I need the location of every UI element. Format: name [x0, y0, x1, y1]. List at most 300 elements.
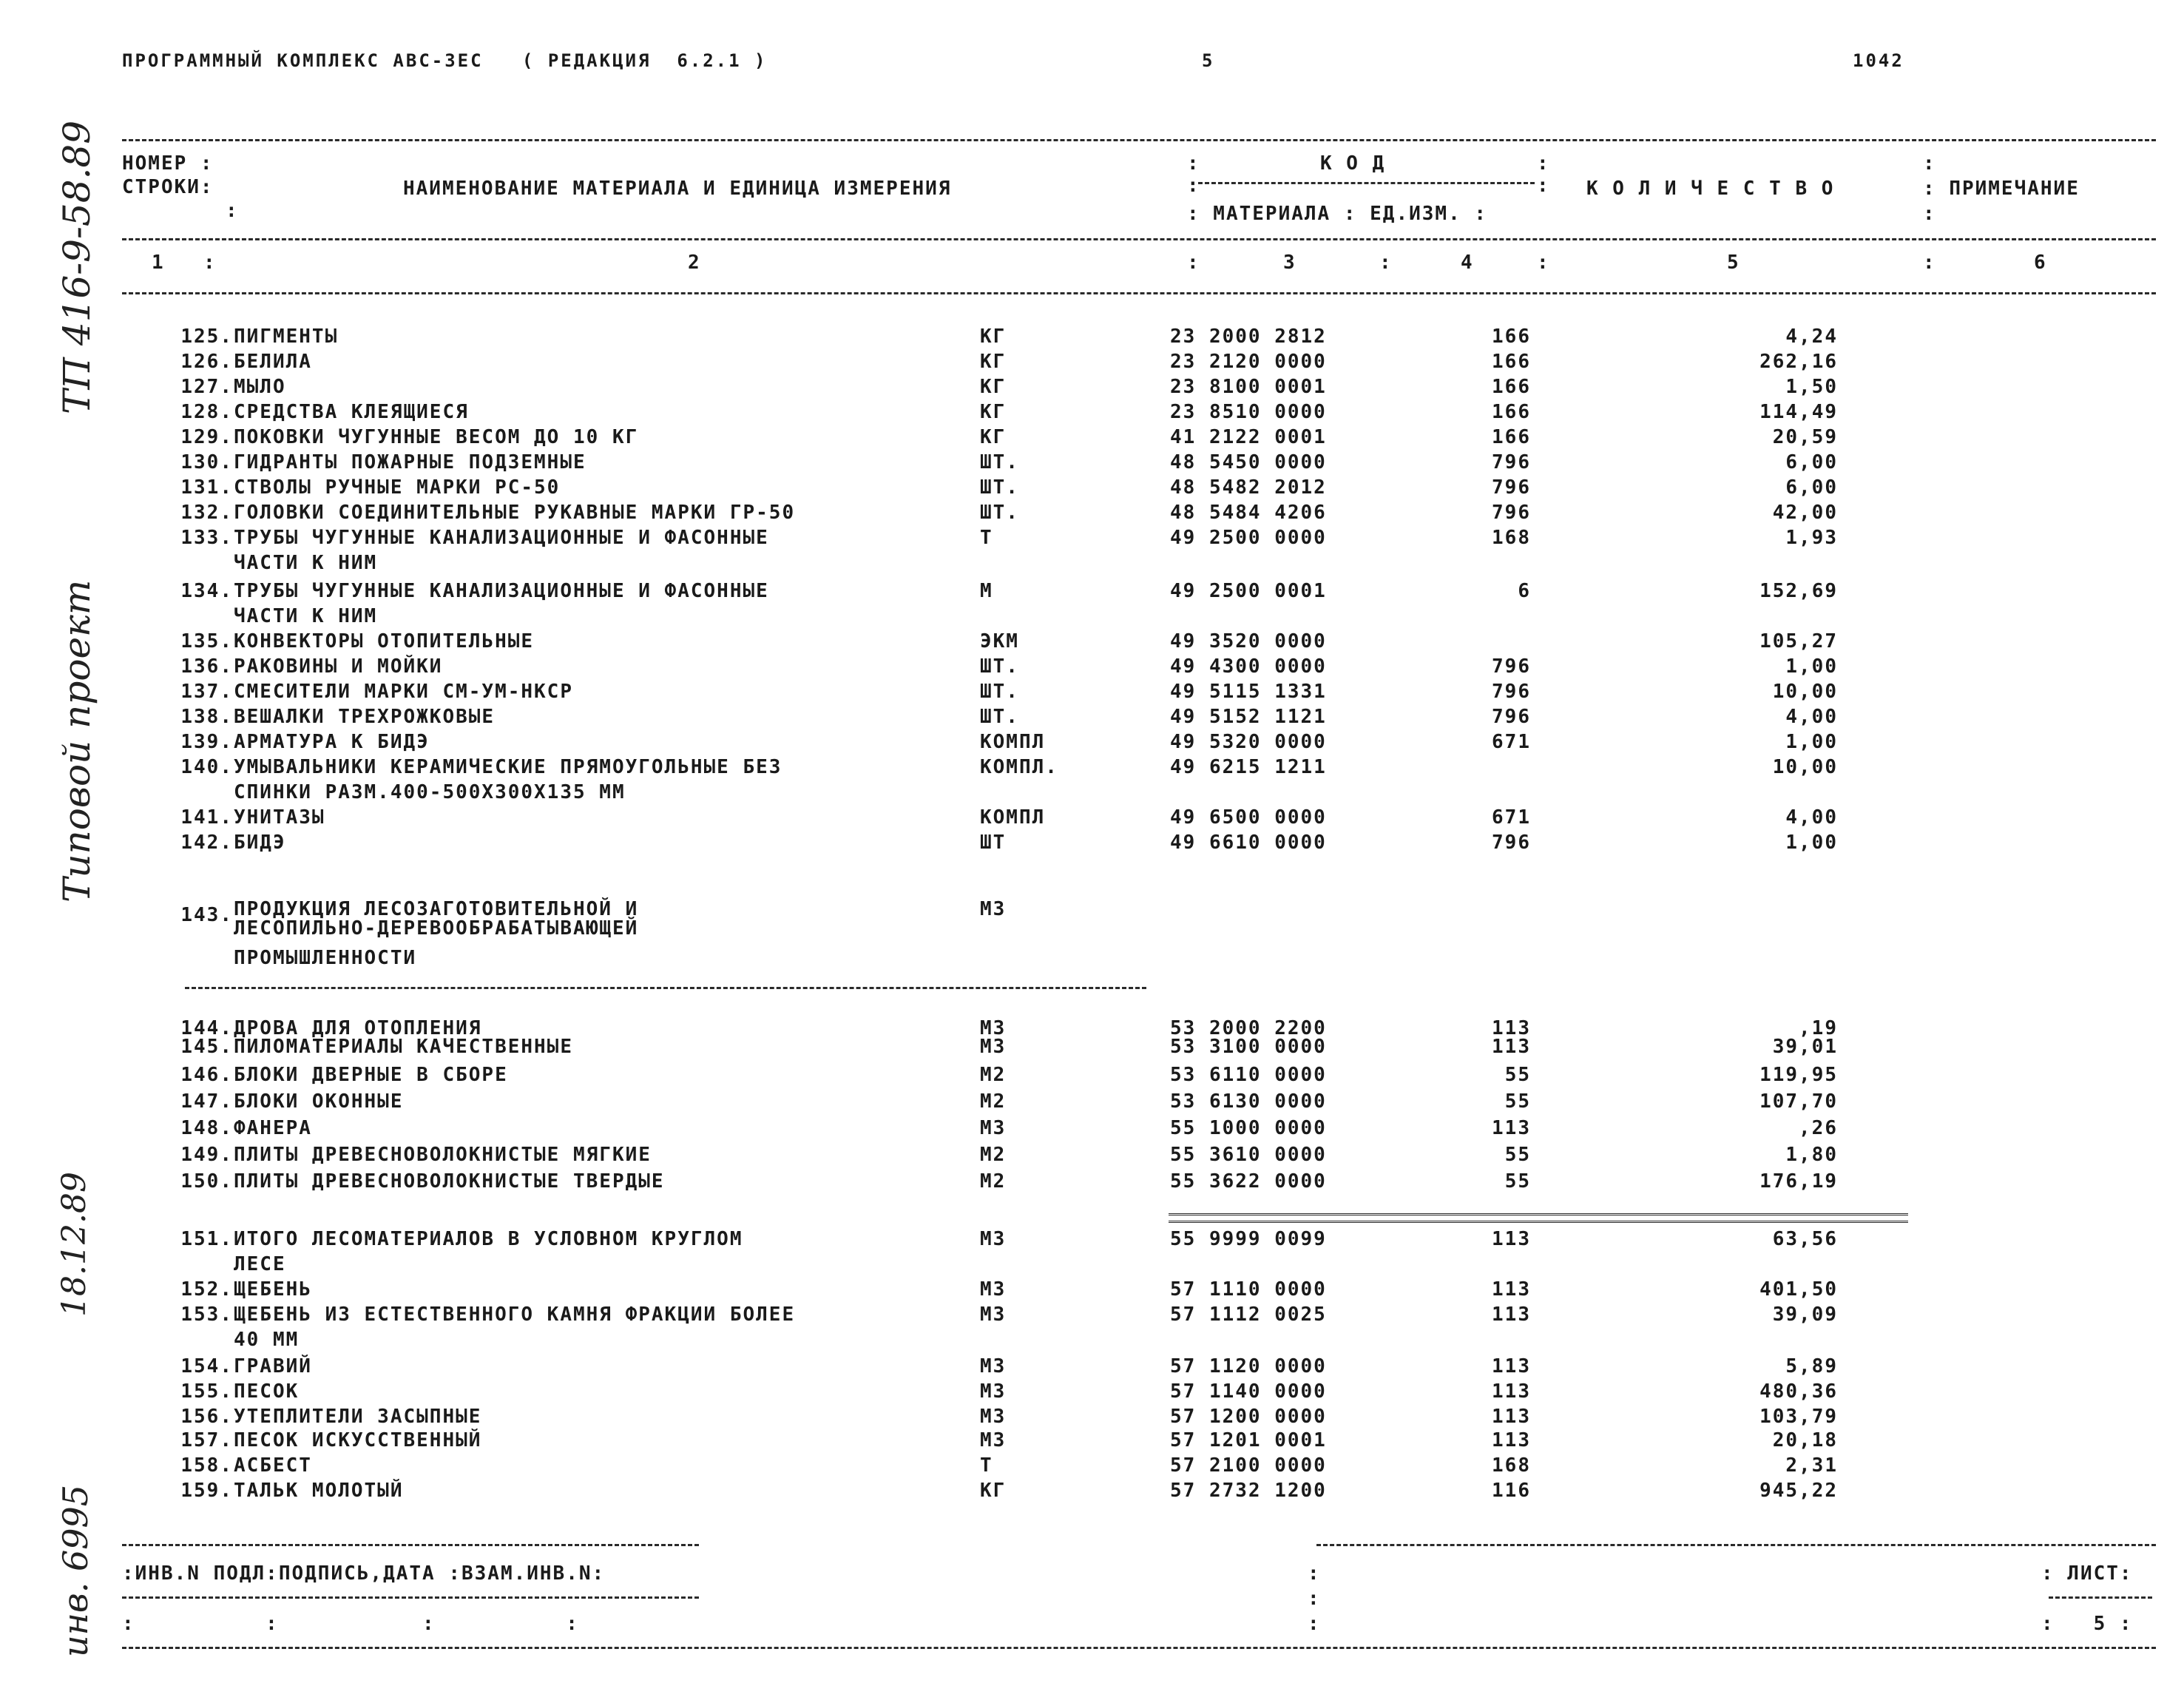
- row-number: 138.: [180, 706, 233, 728]
- material-name: ГИДРАНТЫ ПОЖАРНЫЕ ПОДЗЕМНЫЕ: [234, 451, 586, 473]
- unit: КОМПЛ: [980, 806, 1046, 829]
- material-name: ТРУБЫ ЧУГУННЫЕ КАНАЛИЗАЦИОННЫЕ И ФАСОННЫЕ: [234, 527, 769, 549]
- material-code: 48 5482 2012: [1170, 476, 1327, 499]
- row-number: 131.: [180, 476, 233, 499]
- header-rule-mid: [122, 238, 2156, 240]
- unit-code: 55: [1504, 1170, 1531, 1193]
- material-code: 48 5450 0000: [1170, 451, 1327, 473]
- material-name: ЩЕБЕНЬ: [234, 1278, 312, 1301]
- material-code: 57 1140 0000: [1170, 1380, 1327, 1403]
- material-name: ГОЛОВКИ СОЕДИНИТЕЛЬНЫЕ РУКАВНЫЕ МАРКИ ГР-50: [234, 502, 796, 524]
- unit-code: 113: [1492, 1380, 1531, 1403]
- sheet-number: : 5 :: [2041, 1613, 2133, 1635]
- material-code: 55 9999 0099: [1170, 1228, 1327, 1250]
- quantity: 4,24: [1785, 326, 1838, 348]
- material-code: 49 6500 0000: [1170, 806, 1327, 829]
- quantity: 1,50: [1785, 376, 1838, 398]
- table-row: [0, 580, 2184, 605]
- material-name: СМЕСИТЕЛИ МАРКИ СМ-УМ-НКСР: [234, 681, 573, 703]
- table-row: [0, 376, 2184, 401]
- kod-colon-l: :: [1187, 152, 1200, 175]
- material-name: ТРУБЫ ЧУГУННЫЕ КАНАЛИЗАЦИОННЫЕ И ФАСОННЫЕ: [234, 580, 769, 602]
- stamp-rule-top: [122, 1544, 699, 1546]
- table-row: [0, 351, 2184, 376]
- unit-code: 796: [1492, 451, 1531, 473]
- table-row: [0, 1253, 2184, 1278]
- table-row: [0, 426, 2184, 451]
- material-name: ДРОВА ДЛЯ ОТОПЛЕНИЯ: [234, 1017, 482, 1039]
- stamp-labels: :ИНВ.N ПОДЛ:ПОДПИСЬ,ДАТА :ВЗАМ.ИНВ.N:: [122, 1562, 606, 1585]
- quantity: 176,19: [1759, 1170, 1838, 1193]
- table-row: [0, 527, 2184, 552]
- footer-colon-3: :: [1308, 1613, 1321, 1635]
- material-code: 23 8100 0001: [1170, 376, 1327, 398]
- unit-code: 796: [1492, 681, 1531, 703]
- colnum-sep1: :: [203, 252, 217, 274]
- table-row: [0, 1228, 2184, 1253]
- material-code: 23 2120 0000: [1170, 351, 1327, 373]
- colnum-sep4: :: [1537, 252, 1550, 274]
- group-143-line3: ПРОМЫШЛЕННОСТИ: [234, 947, 417, 969]
- kod-colon-l2: :: [1187, 175, 1200, 197]
- group-143-num: 143.: [180, 904, 233, 926]
- margin-note-project-number: ТП 416-9-58.89: [55, 120, 98, 414]
- material-name: СПИНКИ РАЗМ.400-500Х300Х135 ММ: [234, 781, 626, 803]
- material-code: 57 1110 0000: [1170, 1278, 1327, 1301]
- row-number: 155.: [180, 1380, 233, 1403]
- row-number: 136.: [180, 655, 233, 678]
- unit-code: 113: [1492, 1228, 1531, 1250]
- qty-header: К О Л И Ч Е С Т В О: [1586, 178, 1835, 200]
- quantity: 1,93: [1785, 527, 1838, 549]
- material-name: УМЫВАЛЬНИКИ КЕРАМИЧЕСКИЕ ПРЯМОУГОЛЬНЫЕ БЕЗ: [234, 756, 782, 778]
- material-name: БЛОКИ ОКОННЫЕ: [234, 1090, 404, 1113]
- row-number: 141.: [180, 806, 233, 829]
- unit-code: 113: [1492, 1406, 1531, 1428]
- material-code: 23 2000 2812: [1170, 326, 1327, 348]
- material-name: ПЕСОК ИСКУССТВЕННЫЙ: [234, 1429, 482, 1451]
- unit-code: 55: [1504, 1144, 1531, 1166]
- group-143-rule: [185, 987, 1146, 989]
- footer-rule-top-right: [1316, 1544, 2156, 1546]
- unit: ШТ.: [980, 706, 1019, 728]
- margin-note-date: 18.12.89: [55, 1172, 93, 1317]
- quantity: 20,59: [1772, 426, 1838, 448]
- row-number: 147.: [180, 1090, 233, 1113]
- unit: ЭКМ: [980, 630, 1019, 652]
- table-row: [0, 1406, 2184, 1431]
- quantity: ,26: [1799, 1117, 1838, 1139]
- table-row: [0, 706, 2184, 731]
- sheet-label: : ЛИСТ:: [2041, 1562, 2133, 1585]
- kod-sub-rule: [1198, 182, 1535, 184]
- material-code: 49 6215 1211: [1170, 756, 1327, 778]
- colnum-1: 1: [152, 252, 165, 274]
- material-code: 48 5484 4206: [1170, 502, 1327, 524]
- unit-code: 166: [1492, 351, 1531, 373]
- table-row: [0, 1380, 2184, 1406]
- material-name: СРЕДСТВА КЛЕЯЩИЕСЯ: [234, 401, 469, 423]
- material-code: 41 2122 0001: [1170, 426, 1327, 448]
- table-row: [0, 1117, 2184, 1142]
- material-name: РАКОВИНЫ И МОЙКИ: [234, 655, 443, 678]
- stamp-rule-mid: [122, 1596, 699, 1599]
- material-code: 49 2500 0000: [1170, 527, 1327, 549]
- row-number: 157.: [180, 1429, 233, 1451]
- unit-code: 166: [1492, 376, 1531, 398]
- material-code: 57 2100 0000: [1170, 1454, 1327, 1477]
- unit: М: [980, 580, 993, 602]
- material-name: БИДЭ: [234, 832, 286, 854]
- row-number: 146.: [180, 1064, 233, 1086]
- page-number: 5: [1202, 50, 1215, 71]
- material-name: КОНВЕКТОРЫ ОТОПИТЕЛЬНЫЕ: [234, 630, 535, 652]
- material-code: 57 1112 0025: [1170, 1304, 1327, 1326]
- material-name: БЛОКИ ДВЕРНЫЕ В СБОРЕ: [234, 1064, 508, 1086]
- quantity: 105,27: [1759, 630, 1838, 652]
- row-number: 127.: [180, 376, 233, 398]
- unit-code: 113: [1492, 1036, 1531, 1058]
- footer-rule-bottom: [122, 1647, 2156, 1649]
- row-number: 128.: [180, 401, 233, 423]
- row-number: 133.: [180, 527, 233, 549]
- material-name: ПОКОВКИ ЧУГУННЫЕ ВЕСОМ ДО 10 КГ: [234, 426, 639, 448]
- material-code: 49 5320 0000: [1170, 731, 1327, 753]
- table-row: [0, 781, 2184, 806]
- table-row: [0, 1144, 2184, 1169]
- table-row: [0, 605, 2184, 630]
- quantity: 39,09: [1772, 1304, 1838, 1326]
- colnum-3: 3: [1283, 252, 1296, 274]
- col1-header-line2: СТРОКИ:: [122, 176, 214, 198]
- unit-code: 113: [1492, 1304, 1531, 1326]
- unit: КГ: [980, 1480, 1007, 1502]
- row-number: 135.: [180, 630, 233, 652]
- row-number: 158.: [180, 1454, 233, 1477]
- quantity: 103,79: [1759, 1406, 1838, 1428]
- material-name: ПИЛОМАТЕРИАЛЫ КАЧЕСТВЕННЫЕ: [234, 1036, 573, 1058]
- unit-code: 113: [1492, 1429, 1531, 1451]
- unit: М3: [980, 1017, 1007, 1039]
- table-row: [0, 1090, 2184, 1116]
- note-colon-3: :: [1923, 203, 1936, 225]
- unit: КГ: [980, 326, 1007, 348]
- material-code: 49 2500 0001: [1170, 580, 1327, 602]
- quantity: 20,18: [1772, 1429, 1838, 1451]
- unit: КГ: [980, 376, 1007, 398]
- unit-code: 796: [1492, 706, 1531, 728]
- table-row: [0, 1329, 2184, 1354]
- unit: М2: [980, 1090, 1007, 1113]
- col2-header: НАИМЕНОВАНИЕ МАТЕРИАЛА И ЕДИНИЦА ИЗМЕРЕНИЯ: [403, 178, 952, 200]
- quantity: 5,89: [1785, 1355, 1838, 1377]
- unit-code: 671: [1492, 731, 1531, 753]
- unit: ШТ.: [980, 655, 1019, 678]
- material-name: МЫЛО: [234, 376, 286, 398]
- unit-code: 168: [1492, 1454, 1531, 1477]
- row-number: 152.: [180, 1278, 233, 1301]
- material-name: ЧАСТИ К НИМ: [234, 552, 378, 574]
- row-number: 145.: [180, 1036, 233, 1058]
- unit-code: 671: [1492, 806, 1531, 829]
- row-number: 144.: [180, 1017, 233, 1039]
- table-row: [0, 401, 2184, 426]
- table-row: [0, 1454, 2184, 1480]
- table-row: [0, 806, 2184, 832]
- material-name: БЕЛИЛА: [234, 351, 312, 373]
- unit: КОМПЛ.: [980, 756, 1058, 778]
- margin-note-typical-project: Типовой проект: [55, 579, 98, 903]
- unit-code: 113: [1492, 1017, 1531, 1039]
- table-row: [0, 1064, 2184, 1089]
- unit: ШТ: [980, 832, 1007, 854]
- kod-colon-r: :: [1537, 152, 1550, 175]
- table-row: [0, 832, 2184, 857]
- document-code: 1042: [1853, 50, 1904, 71]
- quantity: 107,70: [1759, 1090, 1838, 1113]
- material-code: 49 3520 0000: [1170, 630, 1327, 652]
- quantity: 401,50: [1759, 1278, 1838, 1301]
- table-row: [0, 630, 2184, 655]
- table-row: [0, 476, 2184, 502]
- quantity: 119,95: [1759, 1064, 1838, 1086]
- row-number: 151.: [180, 1228, 233, 1250]
- unit-code: 55: [1504, 1064, 1531, 1086]
- row-number: 137.: [180, 681, 233, 703]
- quantity: 262,16: [1759, 351, 1838, 373]
- total-double-rule-2: [1169, 1221, 1908, 1223]
- unit: М2: [980, 1064, 1007, 1086]
- quantity: 1,00: [1785, 832, 1838, 854]
- row-number: 130.: [180, 451, 233, 473]
- note-colon-1: :: [1923, 152, 1936, 175]
- quantity: 10,00: [1772, 756, 1838, 778]
- row-number: 149.: [180, 1144, 233, 1166]
- unit-code: 55: [1504, 1090, 1531, 1113]
- program-header: ПРОГРАММНЫЙ КОМПЛЕКС АВС-3ЕС ( РЕДАКЦИЯ 6.2.1 ): [122, 50, 768, 71]
- quantity: 1,00: [1785, 731, 1838, 753]
- row-number: 142.: [180, 832, 233, 854]
- quantity: 6,00: [1785, 476, 1838, 499]
- colnum-sep2: :: [1187, 252, 1200, 274]
- material-name: 40 ММ: [234, 1329, 300, 1351]
- material-code: 49 5115 1331: [1170, 681, 1327, 703]
- material-name: ГРАВИЙ: [234, 1355, 312, 1377]
- row-number: 132.: [180, 502, 233, 524]
- table-row: [0, 681, 2184, 706]
- total-double-rule-1: [1169, 1213, 1908, 1215]
- table-row: [0, 451, 2184, 476]
- quantity: 6,00: [1785, 451, 1838, 473]
- material-code: 53 2000 2200: [1170, 1017, 1327, 1039]
- unit: ШТ.: [980, 502, 1019, 524]
- colnum-6: 6: [2034, 252, 2047, 274]
- table-row: [0, 756, 2184, 781]
- quantity: ,19: [1799, 1017, 1838, 1039]
- material-name: АРМАТУРА К БИДЭ: [234, 731, 430, 753]
- material-code: 49 5152 1121: [1170, 706, 1327, 728]
- unit: М3: [980, 1278, 1007, 1301]
- quantity: 2,31: [1785, 1454, 1838, 1477]
- unit-code: 166: [1492, 401, 1531, 423]
- colnum-sep5: :: [1923, 252, 1936, 274]
- row-number: 126.: [180, 351, 233, 373]
- group-143-line1: ПРОДУКЦИЯ ЛЕСОЗАГОТОВИТЕЛЬНОЙ И: [234, 898, 639, 920]
- sheet-rule: [2049, 1596, 2152, 1599]
- material-name: ЩЕБЕНЬ ИЗ ЕСТЕСТВЕННОГО КАМНЯ ФРАКЦИИ БОЛЕЕ: [234, 1304, 796, 1326]
- quantity: 4,00: [1785, 806, 1838, 829]
- material-code: 53 6130 0000: [1170, 1090, 1327, 1113]
- material-name: ВЕШАЛКИ ТРЕХРОЖКОВЫЕ: [234, 706, 496, 728]
- row-number: 148.: [180, 1117, 233, 1139]
- unit-code: 796: [1492, 832, 1531, 854]
- material-name: ПЛИТЫ ДРЕВЕСНОВОЛОКНИСТЫЕ ТВЕРДЫЕ: [234, 1170, 665, 1193]
- row-number: 139.: [180, 731, 233, 753]
- table-row: [0, 552, 2184, 577]
- material-code: 57 1200 0000: [1170, 1406, 1327, 1428]
- table-row: [0, 1304, 2184, 1329]
- unit: Т: [980, 1454, 993, 1477]
- unit: ШТ.: [980, 681, 1019, 703]
- table-row: [0, 655, 2184, 681]
- row-number: 154.: [180, 1355, 233, 1377]
- unit: М3: [980, 1429, 1007, 1451]
- quantity: 1,00: [1785, 655, 1838, 678]
- table-row: [0, 731, 2184, 756]
- table-row: [0, 1429, 2184, 1454]
- unit: М3: [980, 1228, 1007, 1250]
- row-number: 156.: [180, 1406, 233, 1428]
- table-row: [0, 1480, 2184, 1505]
- material-code: 49 6610 0000: [1170, 832, 1327, 854]
- unit: М3: [980, 1117, 1007, 1139]
- material-name: ЧАСТИ К НИМ: [234, 605, 378, 627]
- table-row: [0, 1355, 2184, 1380]
- stamp-cells: : : : :: [122, 1613, 579, 1635]
- unit: Т: [980, 527, 993, 549]
- unit-code: 116: [1492, 1480, 1531, 1502]
- material-name: УТЕПЛИТЕЛИ ЗАСЫПНЫЕ: [234, 1406, 482, 1428]
- unit-code: 796: [1492, 655, 1531, 678]
- material-name: СТВОЛЫ РУЧНЫЕ МАРКИ РС-50: [234, 476, 561, 499]
- material-code: 55 3622 0000: [1170, 1170, 1327, 1193]
- row-number: 129.: [180, 426, 233, 448]
- note-header: : ПРИМЕЧАНИЕ: [1923, 178, 2080, 200]
- material-name: ПЛИТЫ ДРЕВЕСНОВОЛОКНИСТЫЕ МЯГКИЕ: [234, 1144, 652, 1166]
- kod-header: К О Д: [1320, 152, 1386, 175]
- material-code: 23 8510 0000: [1170, 401, 1327, 423]
- unit-code: 796: [1492, 476, 1531, 499]
- row-number: 140.: [180, 756, 233, 778]
- material-code: 57 1201 0001: [1170, 1429, 1327, 1451]
- quantity: 39,01: [1772, 1036, 1838, 1058]
- row-number: 134.: [180, 580, 233, 602]
- quantity: 1,80: [1785, 1144, 1838, 1166]
- unit: М3: [980, 1355, 1007, 1377]
- kod-colon-r2: :: [1537, 175, 1550, 197]
- quantity: 945,22: [1759, 1480, 1838, 1502]
- unit-code: 796: [1492, 502, 1531, 524]
- material-name: ТАЛЬК МОЛОТЫЙ: [234, 1480, 404, 1502]
- material-name: ФАНЕРА: [234, 1117, 312, 1139]
- unit: М3: [980, 1036, 1007, 1058]
- material-code: 57 2732 1200: [1170, 1480, 1327, 1502]
- table-row: [0, 1278, 2184, 1304]
- footer-colon-1: :: [1308, 1562, 1321, 1585]
- kod-subheader: : МАТЕРИАЛА : ЕД.ИЗМ. :: [1187, 203, 1488, 225]
- material-name: АСБЕСТ: [234, 1454, 312, 1477]
- material-code: 55 3610 0000: [1170, 1144, 1327, 1166]
- quantity: 152,69: [1759, 580, 1838, 602]
- row-number: 153.: [180, 1304, 233, 1326]
- unit: КГ: [980, 401, 1007, 423]
- unit: КОМПЛ: [980, 731, 1046, 753]
- footer-colon-2: :: [1308, 1588, 1321, 1610]
- row-number: 159.: [180, 1480, 233, 1502]
- unit: КГ: [980, 351, 1007, 373]
- unit-code: 113: [1492, 1355, 1531, 1377]
- unit: М3: [980, 1304, 1007, 1326]
- table-row: [0, 1170, 2184, 1196]
- group-143-line2: ЛЕСОПИЛЬНО-ДЕРЕВООБРАБАТЫВАЮЩЕЙ: [234, 917, 639, 940]
- margin-note-inventory: инв. 6995: [55, 1484, 95, 1657]
- quantity: 114,49: [1759, 401, 1838, 423]
- material-name: ИТОГО ЛЕСОМАТЕРИАЛОВ В УСЛОВНОМ КРУГЛОМ: [234, 1228, 743, 1250]
- unit: М3: [980, 1380, 1007, 1403]
- unit: М3: [980, 1406, 1007, 1428]
- material-code: 53 6110 0000: [1170, 1064, 1327, 1086]
- quantity: 4,00: [1785, 706, 1838, 728]
- col1-header-line1: НОМЕР :: [122, 152, 214, 175]
- row-number: 125.: [180, 326, 233, 348]
- quantity: 480,36: [1759, 1380, 1838, 1403]
- unit: КГ: [980, 426, 1007, 448]
- material-code: 49 4300 0000: [1170, 655, 1327, 678]
- unit-code: 113: [1492, 1278, 1531, 1301]
- colnum-5: 5: [1727, 252, 1740, 274]
- table-row: [0, 1036, 2184, 1061]
- unit-code: 6: [1518, 580, 1531, 602]
- quantity: 10,00: [1772, 681, 1838, 703]
- unit: М2: [980, 1144, 1007, 1166]
- material-code: 57 1120 0000: [1170, 1355, 1327, 1377]
- material-name: ЛЕСЕ: [234, 1253, 286, 1275]
- unit-code: 168: [1492, 527, 1531, 549]
- table-row: [0, 502, 2184, 527]
- row-number: 150.: [180, 1170, 233, 1193]
- colnum-sep3: :: [1379, 252, 1393, 274]
- unit: ШТ.: [980, 451, 1019, 473]
- table-row: [0, 326, 2184, 351]
- unit-code: 113: [1492, 1117, 1531, 1139]
- material-code: 55 1000 0000: [1170, 1117, 1327, 1139]
- colnum-4: 4: [1461, 252, 1474, 274]
- col1-header-line3: :: [226, 200, 239, 222]
- unit: М2: [980, 1170, 1007, 1193]
- group-143-unit: М3: [980, 898, 1007, 920]
- material-name: ПЕСОК: [234, 1380, 300, 1403]
- header-rule-top: [122, 139, 2156, 141]
- material-code: 53 3100 0000: [1170, 1036, 1327, 1058]
- material-name: ПИГМЕНТЫ: [234, 326, 339, 348]
- header-rule-bottom: [122, 292, 2156, 294]
- quantity: 63,56: [1772, 1228, 1838, 1250]
- material-name: УНИТАЗЫ: [234, 806, 325, 829]
- unit-code: 166: [1492, 326, 1531, 348]
- colnum-2: 2: [688, 252, 701, 274]
- unit-code: 166: [1492, 426, 1531, 448]
- unit: ШТ.: [980, 476, 1019, 499]
